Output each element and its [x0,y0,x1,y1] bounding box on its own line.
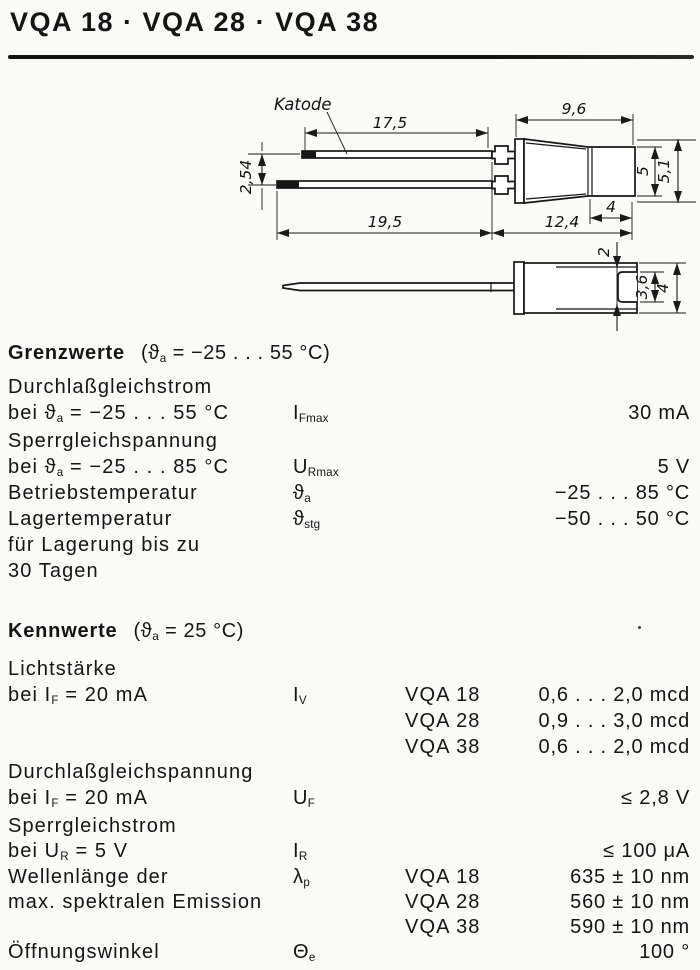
table-row [0,840,700,866]
param-symbol: $ϑ_{stg}$ [293,508,321,532]
param-value: 0,6 . . . 2,0 mcd [538,684,690,706]
lead-crimp [492,176,515,194]
anode-lead [277,181,492,188]
page-title: VQA 18 · VQA 28 · VQA 38 [10,7,380,37]
param-symbol: $I_{Fmax}$ [293,402,329,426]
dim-label-slot-width: 3,6 [633,274,651,300]
section-heading-grenzwerte [8,342,330,365]
package-outline-drawing [230,85,700,340]
param-label: bei $U_R = 5$ V [8,840,129,864]
section-condition: ($ϑ_a = -25$ . . . 55 °C) [140,342,331,366]
param-label: bei $ϑ_a = -25$ . . . 55 °C [8,402,230,426]
table-row [0,658,700,684]
param-value: 560 ± 10 nm [570,891,690,913]
param-label: bei $I_F = 20$ mA [8,684,149,708]
top-view-lead [283,283,516,291]
param-label: Öffnungswinkel [8,941,160,963]
dim-label-lead-pitch: 2,54 [237,159,255,195]
cathode-lead [302,151,492,158]
type-designation: VQA 28 [405,710,481,732]
table-row [0,560,700,586]
table-row [0,815,700,841]
param-symbol: $ϑ_a$ [293,482,311,506]
param-value: ≤ 2,8 V [621,787,690,809]
param-label: Durchlaßgleichspannung [8,761,254,783]
table-row [0,402,700,428]
case-flange [515,139,524,203]
param-label: Lichtstärke [8,658,117,680]
param-value: 590 ± 10 nm [570,916,690,938]
table-row [0,941,700,967]
param-label: bei $I_F = 20$ mA [8,787,149,811]
top-view-flange [514,262,524,314]
dim-label-end-width: 4 [654,283,672,293]
table-row [0,534,700,560]
table-row [0,866,700,892]
side-view [237,95,696,240]
param-label: Lagertemperatur [8,508,173,530]
param-label: Sperrgleichstrom [8,815,177,837]
section-title: Grenzwerte [8,342,125,364]
param-value: −50 . . . 50 °C [554,508,690,530]
param-value: 0,6 . . . 2,0 mcd [538,736,690,758]
table-row [0,891,700,917]
type-designation: VQA 28 [405,891,481,913]
table-row [0,736,700,762]
table-row [0,761,700,787]
param-label: Betriebstemperatur [8,482,198,504]
param-symbol: $U_F$ [293,787,316,811]
param-symbol: $U_{Rmax}$ [293,456,339,480]
table-row [0,684,700,710]
top-view [283,242,686,331]
param-label: Sperrgleichspannung [8,430,218,452]
dim-label-case-diameter: 5,1 [655,158,673,184]
section-title: Kennwerte [8,620,118,642]
param-value: 30 mA [628,402,690,424]
dim-label-front-length: 4 [606,198,616,216]
param-symbol: $I_V$ [293,684,307,708]
param-value: 5 V [657,456,690,478]
table-row [0,456,700,482]
type-designation: VQA 18 [405,684,481,706]
param-symbol: $\lambda_p$ [293,866,310,890]
param-label: für Lagerung bis zu [8,534,201,556]
table-row [0,508,700,534]
param-symbol: $\Theta_e$ [293,941,316,965]
dim-label-lead-bottom: 19,5 [367,213,403,231]
param-value: 635 ± 10 nm [570,866,690,888]
param-symbol: $I_R$ [293,840,308,864]
dim-label-front-diameter: 5 [634,166,652,176]
table-row [0,430,700,456]
anode-lead-tip [277,181,299,188]
table-row [0,787,700,813]
param-value: 0,9 . . . 3,0 mcd [538,710,690,732]
dim-label-lead-top: 17,5 [372,114,408,132]
header-rule [8,55,694,59]
dim-label-case-length: 12,4 [544,213,580,231]
cathode-lead-tip [302,151,316,158]
dim-label-cap-length: 9,6 [561,100,587,118]
section-heading-kennwerte [8,620,244,643]
cathode-label: Katode [274,95,332,114]
param-label: bei $ϑ_a = -25$ . . . 85 °C [8,456,230,480]
type-designation: VQA 18 [405,866,481,888]
param-label: Durchlaßgleichstrom [8,376,213,398]
param-value: ≤ 100 μA [603,840,690,862]
param-label: 30 Tagen [8,560,99,582]
param-label: Wellenlänge der [8,866,169,888]
type-designation: VQA 38 [405,736,481,758]
param-label: max. spektralen Emission [8,891,263,913]
table-row [0,376,700,402]
scan-speck [638,626,641,629]
section-condition: ($ϑ_a = 25$ °C) [133,620,245,644]
param-value: −25 . . . 85 °C [554,482,690,504]
type-designation: VQA 38 [405,916,481,938]
dim-label-slot-depth: 2 [595,247,613,257]
table-row [0,710,700,736]
lead-crimp [492,146,515,164]
param-value: 100 ° [639,941,690,963]
table-row [0,482,700,508]
table-row [0,916,700,942]
